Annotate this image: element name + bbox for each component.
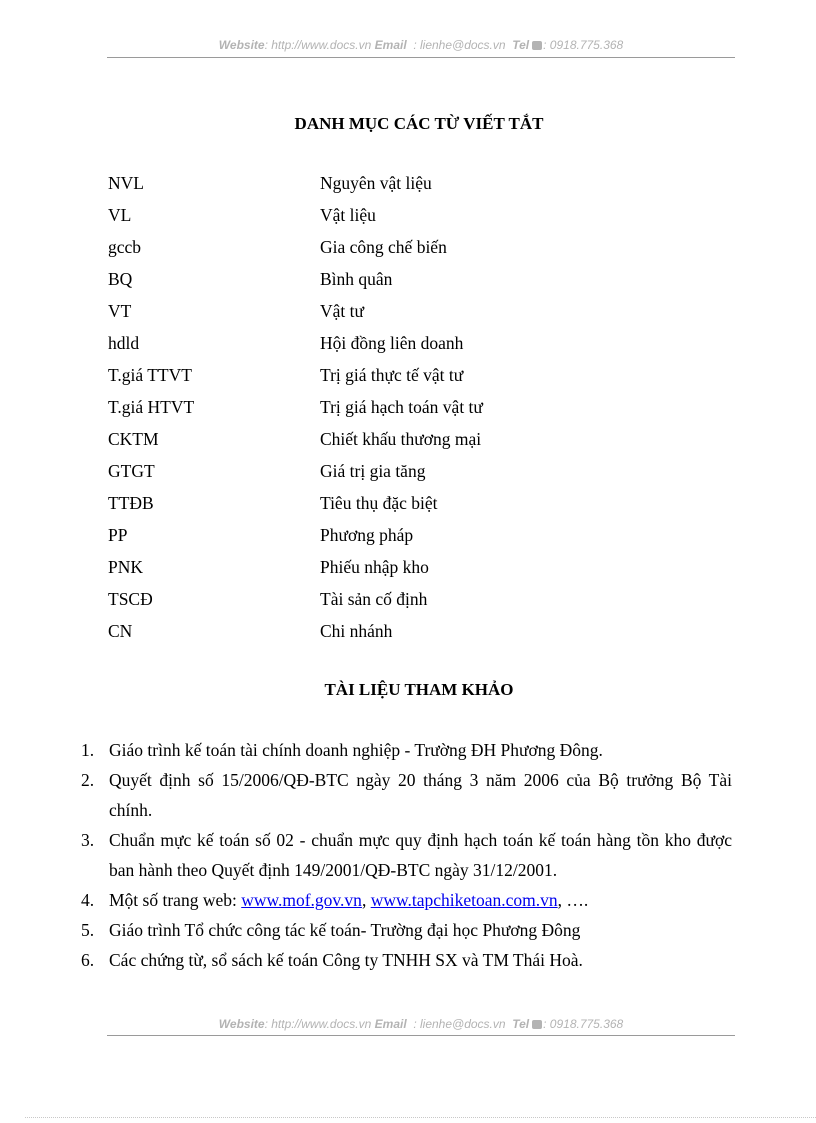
tel-label: Tel: [512, 1017, 530, 1031]
website-value: : http://www.docs.vn: [264, 38, 372, 52]
header-divider: [107, 57, 735, 58]
abbreviation-meaning: Vật tư: [320, 301, 364, 321]
abbreviation-meaning: Nguyên vật liệu: [320, 173, 432, 193]
tel-label: Tel: [512, 38, 530, 52]
abbreviation-code: PP: [108, 525, 128, 545]
reference-item: [81, 765, 732, 825]
abbreviation-row: [108, 459, 708, 491]
reference-text: Các chứng từ, sổ sách kế toán Công ty TNHH SX và TM Thái Hoà.: [109, 950, 583, 970]
abbreviation-row: [108, 427, 708, 459]
tel-value: : 0918.775.368: [543, 1017, 624, 1031]
page-footer: [107, 1017, 735, 1031]
abbreviation-row: [108, 395, 708, 427]
tel-value: : 0918.775.368: [543, 38, 624, 52]
abbreviation-code: NVL: [108, 173, 144, 193]
website-value: : http://www.docs.vn: [264, 1017, 372, 1031]
abbreviation-row: [108, 299, 708, 331]
abbreviation-code: gccb: [108, 237, 142, 257]
abbreviation-code: hdld: [108, 333, 140, 353]
abbreviation-row: [108, 267, 708, 299]
references-list: [81, 735, 732, 975]
abbreviation-meaning: Phiếu nhập kho: [320, 557, 429, 577]
abbreviation-meaning: Trị giá hạch toán vật tư: [320, 397, 483, 417]
abbreviation-meaning: Chi nhánh: [320, 621, 393, 641]
page-header: [107, 38, 735, 52]
abbreviation-row: [108, 619, 708, 651]
abbreviation-meaning: Vật liệu: [320, 205, 376, 225]
abbreviation-meaning: Bình quân: [320, 269, 393, 289]
website-label: Website: [218, 38, 265, 52]
reference-item: [81, 825, 732, 885]
phone-icon: [532, 41, 542, 50]
reference-text: [109, 885, 732, 915]
abbreviation-meaning: Hội đồng liên doanh: [320, 333, 464, 353]
abbreviation-code: PNK: [108, 557, 144, 577]
abbreviation-meaning: Giá trị gia tăng: [320, 461, 426, 481]
reference-number: 4.: [81, 890, 95, 910]
tapchiketoan-link[interactable]: www.tapchiketoan.com.vn: [370, 890, 558, 910]
abbreviations-list: [108, 171, 708, 651]
abbreviation-meaning: Chiết khấu thương mại: [320, 429, 482, 449]
abbreviation-row: [108, 491, 708, 523]
reference-text: Chuẩn mực kế toán số 02 - chuẩn mực quy định hạch toán kế toán hàng tồn kho được ban hành theo Quyết định 149/2001/QĐ-BTC ngày 31/12/2001.: [109, 830, 732, 880]
email-value: : lienhe@docs.vn: [413, 1017, 506, 1031]
reference-item: [81, 945, 732, 975]
abbreviation-meaning: Phương pháp: [320, 525, 414, 545]
email-value: : lienhe@docs.vn: [413, 38, 506, 52]
page-bottom-border: [25, 1117, 816, 1118]
abbreviation-row: [108, 331, 708, 363]
abbreviation-code: CN: [108, 621, 133, 641]
abbreviation-code: TTĐB: [108, 493, 154, 513]
abbreviation-code: BQ: [108, 269, 133, 289]
abbreviation-code: VT: [108, 301, 132, 321]
abbreviation-code: TSCĐ: [108, 589, 153, 609]
reference-number: 5.: [81, 920, 95, 940]
references-title: TÀI LIỆU THAM KHẢO: [324, 680, 514, 699]
reference-number: 2.: [81, 770, 95, 790]
abbreviation-row: [108, 555, 708, 587]
abbreviation-meaning: Trị giá thực tế vật tư: [320, 365, 464, 385]
reference-number: 3.: [81, 830, 95, 850]
reference-item: [81, 735, 732, 765]
abbreviation-meaning: Tài sản cố định: [320, 589, 428, 609]
abbreviation-row: [108, 363, 708, 395]
reference-suffix: , ….: [557, 890, 589, 910]
reference-number: 6.: [81, 950, 95, 970]
abbreviation-code: CKTM: [108, 429, 159, 449]
abbreviation-row: [108, 587, 708, 619]
mof-link[interactable]: www.mof.gov.vn: [241, 890, 362, 910]
reference-prefix: Một số trang web:: [109, 890, 242, 910]
reference-item: [81, 885, 732, 915]
abbreviation-code: GTGT: [108, 461, 155, 481]
link-separator: ,: [361, 890, 371, 910]
reference-text: Giáo trình kế toán tài chính doanh nghiệp - Trường ĐH Phương Đông.: [109, 740, 603, 760]
abbreviation-code: T.giá TTVT: [108, 365, 192, 385]
reference-item: [81, 915, 732, 945]
footer-divider: [107, 1035, 735, 1036]
email-label: Email: [374, 38, 407, 52]
abbreviations-title: DANH MỤC CÁC TỪ VIẾT TẮT: [294, 114, 544, 133]
abbreviation-meaning: Gia công chế biến: [320, 237, 447, 257]
abbreviation-meaning: Tiêu thụ đặc biệt: [320, 493, 438, 513]
abbreviation-row: [108, 171, 708, 203]
abbreviation-row: [108, 235, 708, 267]
phone-icon: [532, 1020, 542, 1029]
abbreviation-code: VL: [108, 205, 132, 225]
reference-text: Quyết định số 15/2006/QĐ-BTC ngày 20 tháng 3 năm 2006 của Bộ trưởng Bộ Tài chính.: [109, 770, 732, 820]
email-label: Email: [374, 1017, 407, 1031]
abbreviation-code: T.giá HTVT: [108, 397, 195, 417]
abbreviation-row: [108, 523, 708, 555]
reference-number: 1.: [81, 740, 95, 760]
website-label: Website: [218, 1017, 265, 1031]
reference-text: Giáo trình Tổ chức công tác kế toán- Trường đại học Phương Đông: [109, 920, 581, 940]
abbreviation-row: [108, 203, 708, 235]
